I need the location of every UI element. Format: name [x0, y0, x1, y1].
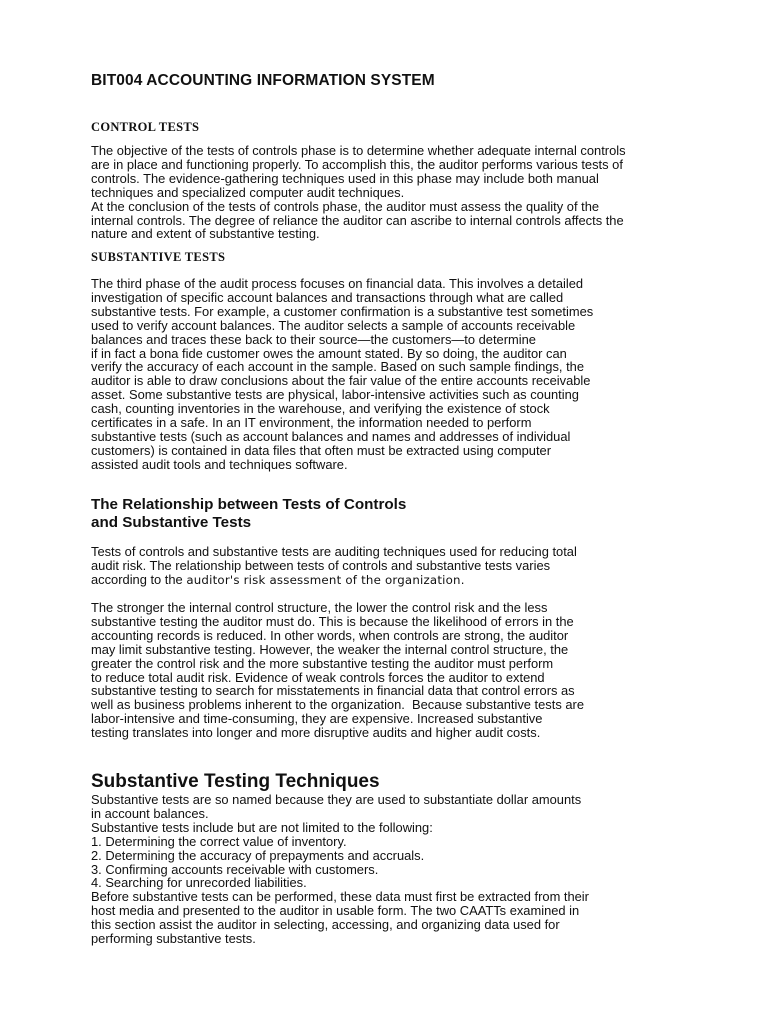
- relationship-paragraph-1: [91, 545, 577, 588]
- document-title: BIT004 ACCOUNTING INFORMATION SYSTEM: [91, 72, 435, 89]
- relationship-paragraph-2: The stronger the internal control structure, the lower the control risk and the less substantive testing the auditor must do. This is because the likelihood of errors in the accounting records is reduced. In other words, when controls are strong, the auditor may limit substantive testing. However, the weaker the internal control structure, the greater the control risk and the more substantive testing the auditor must perform to reduce total audit risk. Evidence of weak controls forces the auditor to extend substantive testing to search for misstatements in financial data that control errors as well as business problems inherent to the organization. Because substantive tests are labor-intensive and time-consuming, they are expensive. Increased substantive testing translates into longer and more disruptive audits and higher audit costs.: [91, 600, 584, 741]
- relationship-heading: The Relationship between Tests of Controls and Substantive Tests: [91, 496, 407, 531]
- control-tests-paragraph: The objective of the tests of controls phase is to determine whether adequate internal controls are in place and functioning properly. To accomplish this, the auditor performs various tests of controls. The evidence-gathering techniques used in this phase may include both manual techniques and specialized computer audit techniques. At the conclusion of the tests of controls phase, the auditor must assess the quality of the internal controls. The degree of reliance the auditor can ascribe to internal controls affects the nature and extent of substantive testing.: [91, 143, 626, 242]
- risk-assessment-phrase: auditor's risk assessment of the organization.: [186, 572, 465, 587]
- substantive-tests-paragraph: The third phase of the audit process focuses on financial data. This involves a detailed investigation of specific account balances and transactions through what are called substantive tests. For example, a customer confirmation is a substantive test sometimes used to verify account balances. The auditor selects a sample of accounts receivable balances and traces these back to their source—the customers—to determine if in fact a bona fide customer owes the amount stated. By so doing, the auditor can verify the accuracy of each account in the sample. Based on such sample findings, the auditor is able to draw conclusions about the fair value of the entire accounts receivable asset. Some substantive tests are physical, labor-intensive activities such as counting cash, counting inventories in the warehouse, and verifying the existence of stock certificates in a safe. In an IT environment, the information needed to perform substantive tests (such as account balances and names and addresses of individual customers) is contained in data files that often must be extracted using computer assisted audit tools and techniques software.: [91, 276, 594, 472]
- techniques-paragraph: Substantive tests are so named because they are used to substantiate dollar amounts in account balances. Substantive tests include but are not limited to the following: 1. Determining the correct value of inventory. 2. Determining the accuracy of prepayments and accruals. 3. Confirming accounts receivable with customers. 4. Searching for unrecorded liabilities. Before substantive tests can be performed, these data must first be extracted from their host media and presented to the auditor in usable form. The two CAATTs examined in this section assist the auditor in selecting, accessing, and organizing data used for performing substantive tests.: [91, 792, 589, 947]
- relationship-paragraph-1-text: Tests of controls and substantive tests are auditing techniques used for reducing total audit risk. The relationship between tests of controls and substantive tests varies according to the: [91, 544, 577, 587]
- substantive-tests-heading: SUBSTANTIVE TESTS: [91, 250, 226, 264]
- techniques-heading: Substantive Testing Techniques: [91, 771, 380, 792]
- control-tests-heading: CONTROL TESTS: [91, 120, 200, 134]
